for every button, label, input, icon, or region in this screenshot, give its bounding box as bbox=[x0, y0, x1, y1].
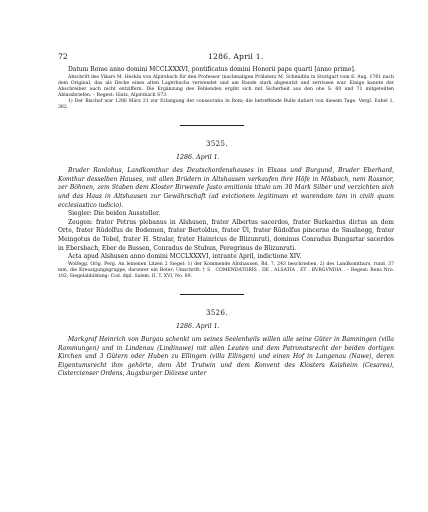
source-note: Abschrift des Vikars M. Heckin von Alpirsbach für den Professor (nachmaligen Prälaten) M. Schmidlin in Stuttgart vom 6. Aug. 1761 nach dem Original, das als Decke eines alten Lagerbuchs verwendet und am Rande stark abgenutzt und zerrissen war. Einige kannte der Abschreiber auch nicht entziffern. Die Ergänzung des Fehlenden ergibt sich mit Sicherheit aus den obe S. 60 und 71 mitgeteilten Ablassbriefen. – Regest: Glatz, Alpirsbach S73. bbox=[58, 74, 394, 98]
section-divider bbox=[180, 125, 244, 126]
doc-3525 bbox=[58, 140, 394, 280]
dating-clause: Datum Rome anno domini MCCLXXXVI, pontificatus domini Honorii pape quarti [anno primo]. bbox=[68, 66, 356, 73]
document-date: 1286. April 1. bbox=[176, 154, 220, 162]
sealer-line bbox=[58, 210, 394, 219]
sealer-text: Siegler: Die beiden Aussteller. bbox=[68, 210, 161, 218]
document-date: 1286. April 1. bbox=[176, 322, 220, 330]
regest-body: Markgraf Heinrich von Burgau schenkt um seines Seelenheils willen alle seine Güter in Bamningen (villa Rammungen) und in Lindenau (Lindinawe) mit allen Leuten und dem Patronatsrecht der beiden dortigen Kirchen und 3 Gütern oder Huben zu Ellingen (villa Ellingen) und einen Hof in Langenau (Nawe), deren Eigentumsrecht ihm gehörte, dem Abt Trutwin und dem Konvent des Klosters Kaisheim (Cesarea), Cistercienser Ordens, Augsburger Diözese unter bbox=[58, 335, 394, 378]
page-number: 72 bbox=[58, 52, 68, 61]
dating-clause: Acta apud Alshusen anno domini MCCLXXXVI, intrante April, indictione XIV. bbox=[68, 253, 302, 261]
doc-3526 bbox=[58, 309, 394, 379]
archive-note: Wolfegg. Orig. Perg. An leinenen Litzen 2 Siegel: 1) der Kommende Altshausen, Bd. 7, 243 beschrieben. 2) des Landkomthurs, rund, 37 mm, die Kreuzigungsgruppe, darunter ein Beter; Umschrift: † S . COMENDATORIS . DE . ALSATIA . ET . BVRGVNDIA . – Regest: Rens Nro. 102; Siegelabbildung: Cod. dipl. Salem. II, T. XVI, No. 89. bbox=[58, 261, 394, 279]
running-head bbox=[58, 52, 394, 64]
witness-list: Zeugen: frater Petrus plebanus in Alshusen, frater Albertus sacerdos, frater Burkardus dictus an dem Orte, frater Rŭdolfus de Bodemen, frater Bertoldus, frater Ŭl, frater Rŭdolfus pincerne de Smalnegg, frater Meingotus de Tobel, frater H. Stralar, frater Hainricus de Blizunruti, dominus Conradus Bungartar sacerdos in Ebersbach, Eber de Bussen, Conradus de Stubun, Peregrinus de Blizunruti. bbox=[58, 218, 394, 252]
regest-text bbox=[58, 336, 394, 379]
regest-text bbox=[58, 167, 394, 210]
footnote: 1) Der Bischof war 1286 März 31 zur Erlangung der consecratio in Rom; die betreffende Bulle datiert von diesem Tage. Vergl. Eubel 1, 362. bbox=[58, 98, 394, 111]
running-title: 1286. April 1. bbox=[208, 52, 264, 61]
document-number: 3525. bbox=[205, 140, 229, 149]
section-divider bbox=[180, 294, 244, 295]
regest-body: Bruder Ronlohus, Landkomthur des Deutschordenshauses in Elsass und Burgund, Bruder Eberhard, Komthur desselben Hauses, mit allen Brüdern in Altshausen verkaufen ihre Höfe in Mösbach, nem Rassnor, zer Böhnen, zem Staben dem Kloster Birwende Justo emitionis titulo um 30 Mark Silber und verzichten sich und das Haus in Altshausen zur Gewährschaft (ad evictionem legitimam et warendam tam in civili quam ecclesiastico iudicio). bbox=[58, 167, 394, 209]
document-number: 3526. bbox=[205, 308, 229, 317]
doc-3524-tail bbox=[58, 66, 394, 111]
